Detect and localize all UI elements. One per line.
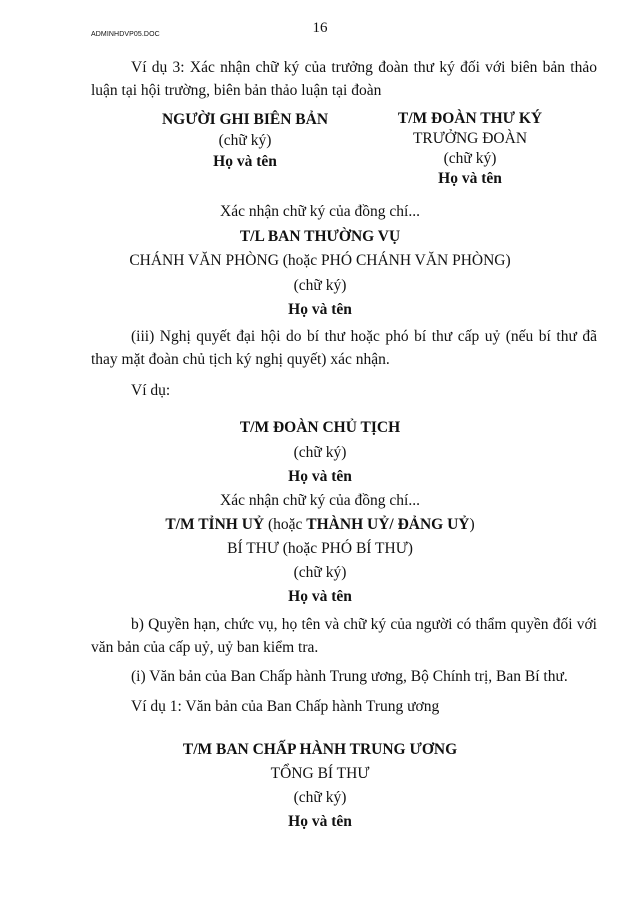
signature-left-name: Họ và tên [213, 153, 277, 170]
block2-sign2: (chữ ký) [293, 564, 347, 581]
block3-title: T/M BAN CHẤP HÀNH TRUNG ƯƠNG [182, 741, 458, 758]
block2-title2 [0, 514, 640, 536]
confirm-role-1: CHÁNH VĂN PHÒNG (hoặc PHÓ CHÁNH VĂN PHÒNG) [129, 252, 511, 269]
block2-title2-a: T/M TỈNH UỶ [165, 516, 265, 533]
example-label: Ví dụ: [131, 382, 171, 399]
block2-sign: (chữ ký) [293, 444, 347, 461]
block2-title2-d: ) [469, 516, 475, 533]
block2-title: T/M ĐOÀN CHỦ TỊCH [239, 419, 401, 436]
confirm-title-1: T/L BAN THƯỜNG VỤ [239, 228, 401, 245]
page-number: 16 [312, 20, 328, 36]
signature-right-title: T/M ĐOÀN THƯ KÝ [397, 110, 543, 127]
block3-role: TỔNG BÍ THƯ [270, 765, 370, 782]
block2-title2-c: THÀNH UỶ/ ĐẢNG UỶ [306, 516, 470, 533]
signature-right [370, 109, 570, 189]
confirm-name-1: Họ và tên [288, 301, 352, 318]
paragraph-example-3: Ví dụ 3: Xác nhận chữ ký của trưởng đoàn thư ký đối với biên bản thảo luận tại hội trường, biên bản thảo luận tại đoàn [91, 59, 597, 99]
signature-left-sign: (chữ ký) [218, 132, 272, 149]
paragraph-iii: (iii) Nghị quyết đại hội do bí thư hoặc phó bí thư cấp uỷ (nếu bí thư đã thay mặt đoàn chủ tịch ký nghị quyết) xác nhận. [91, 328, 597, 368]
confirm-sign-1: (chữ ký) [293, 277, 347, 294]
paragraph-i: (i) Văn bản của Ban Chấp hành Trung ương, Bộ Chính trị, Ban Bí thư. [131, 668, 568, 685]
block2-role: BÍ THƯ (hoặc PHÓ BÍ THƯ) [227, 540, 413, 557]
signature-left [130, 109, 360, 172]
signature-left-title: NGƯỜI GHI BIÊN BẢN [161, 111, 329, 128]
signature-right-role: TRƯỞNG ĐOÀN [412, 130, 528, 147]
signature-right-name: Họ và tên [438, 170, 502, 187]
block2-confirm-line: Xác nhận chữ ký của đồng chí... [220, 492, 420, 509]
header-filename: ADMINHDVP05.DOC [91, 31, 160, 38]
confirm-line-1: Xác nhận chữ ký của đồng chí... [220, 203, 420, 220]
paragraph-example-1: Ví dụ 1: Văn bản của Ban Chấp hành Trung ương [131, 698, 440, 715]
block2-title2-b: (hoặc [264, 516, 307, 533]
block2-name2: Họ và tên [288, 588, 352, 605]
block3-name: Họ và tên [288, 813, 352, 830]
signature-right-sign: (chữ ký) [443, 150, 497, 167]
paragraph-b: b) Quyền hạn, chức vụ, họ tên và chữ ký của người có thẩm quyền đối với văn bản của cấp uỷ, uỷ ban kiểm tra. [91, 616, 597, 656]
block3-sign: (chữ ký) [293, 789, 347, 806]
block2-name: Họ và tên [288, 468, 352, 485]
